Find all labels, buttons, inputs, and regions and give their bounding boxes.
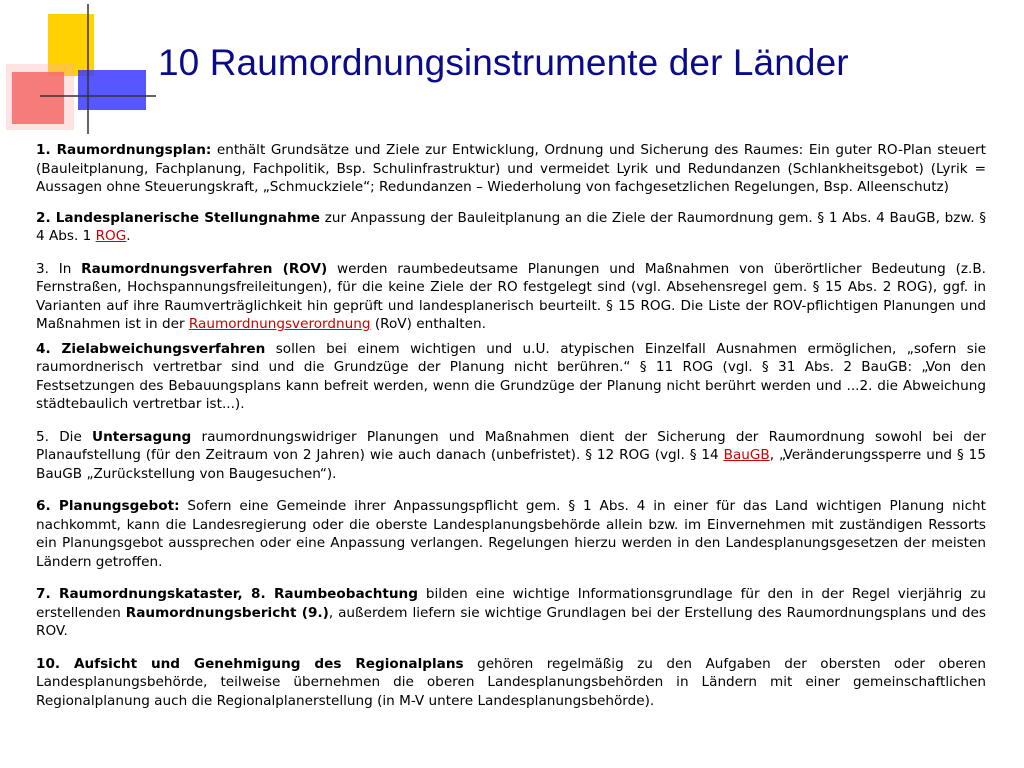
- paragraph-text: .: [126, 228, 131, 244]
- paragraph-text: (RoV) enthalten.: [370, 316, 486, 332]
- slide-body: [36, 141, 986, 710]
- bold-term: Raumordnungsverfahren (ROV): [81, 260, 328, 277]
- paragraph-2-landesplanerische-stellungnahme: [36, 209, 986, 246]
- paragraph-10-aufsicht-genehmigung: [36, 655, 986, 711]
- paragraph-6-planungsgebot: [36, 497, 986, 571]
- paragraph-1-raumordnungsplan: [36, 141, 986, 197]
- paragraph-text: raumordnungswidriger Planungen und Maßnahmen dient der Sicherung der Raumordnung sowohl bei der Planaufstellung (für den Zeitraum von 2 Jahren) wie auch danach (unbefristet). § 12 ROG (vgl. § 14: [36, 428, 986, 463]
- bold-term: 2. Landesplanerische Stellungnahme: [36, 209, 321, 226]
- bold-term: 10. Aufsicht und Genehmigung des Regionalplans: [36, 655, 464, 672]
- paragraph-text: , außerdem liefern sie wichtige Grundlagen bei der Erstellung des Raumordnungsplans und des ROV.: [36, 604, 986, 639]
- bold-term: 6. Planungsgebot:: [36, 498, 180, 514]
- bold-term: Untersagung: [92, 428, 192, 445]
- paragraph-text: 3. In: [36, 260, 82, 277]
- paragraph-text: werden raumbedeutsame Planungen und Maßnahmen von überörtlicher Bedeutung (z.B. Fernstraßen, Hochspannungsfreileitungen), für die keine Ziele der RO festgelegt sind (vgl. Absehensregel gem. § 15 Abs. 2 ROG), ggf. in Varianten auf ihre Raumverträglichkeit hin geprüft und landesplanerisch beurteilt. § 15 ROG. Die Liste der ROV-pflichtigen Planungen und Maßnahmen ist in der: [36, 260, 986, 332]
- bold-term: Raumordnungsbericht (9.): [125, 604, 329, 621]
- reference-link[interactable]: ROG: [95, 228, 127, 244]
- paragraph-text: zur Anpassung der Bauleitplanung an die Ziele der Raumordnung gem. § 1 Abs. 4 BauGB, bzw. § 4 Abs. 1: [36, 209, 987, 244]
- paragraph-3-raumordnungsverfahren: [36, 260, 986, 334]
- paragraph-text: enthält Grundsätze und Ziele zur Entwicklung, Ordnung und Sicherung des Raumes: Ein guter RO-Plan steuert (Bauleitplanung, Fachplanung, Fachpolitik, Bsp. Schulinfrastruktur) und vermeidet Lyrik und Redundanzen (Schlankheitsgebot) (Lyrik = Aussagen ohne Steuerungskraft, „Schmuckziele“; Redundanzen – Wiederholung von fachgesetzlichen Regelungen, Bsp. Alleenschutz): [36, 142, 986, 195]
- decorative-squares-logo: [0, 0, 160, 140]
- paragraph-5-untersagung: [36, 428, 986, 484]
- paragraph-4-zielabweichungsverfahren: [36, 340, 986, 414]
- page-title: 10 Raumordnungsinstrumente der Länder: [158, 42, 849, 83]
- paragraph-text: sollen bei einem wichtigen und u.U. atypischen Einzelfall Ausnahmen ermöglichen, „sofern sie raumordnerisch vertretbar sind und die Grundzüge der Planung nicht berühren.“ § 11 ROG (vgl. § 31 Abs. 2 BauGB: „Von den Festsetzungen des Bebauungsplans kann befreit werden, wenn die Grundzüge der Planung nicht berührt werden und ...2. die Abweichung städtebaulich vertretbar ist...).: [36, 340, 986, 412]
- paragraph-text: bilden eine wichtige Informationsgrundlage für den in der Regel vierjährig zu erstellenden: [36, 586, 986, 621]
- bold-term: 7. Raumordnungskataster, 8. Raumbeobachtung: [36, 586, 418, 602]
- paragraph-text: , „Veränderungssperre und § 15 BauGB „Zurückstellung von Baugesuchen“).: [36, 447, 986, 482]
- paragraph-text: gehören regelmäßig zu den Aufgaben der obersten oder oberen Landesplanungsbehörde, teilweise übernehmen die oberen Landesplanungsbehörden in Ländern mit einer gemeinschaftlichen Regionalplanung auch die Regionalplanerstellung (in M-V untere Landesplanungsbehörde).: [36, 655, 986, 709]
- paragraph-text: Sofern eine Gemeinde ihrer Anpassungspflicht gem. § 1 Abs. 4 in einer für das Land wichtigen Planung nicht nachkommt, kann die Landesregierung oder die oberste Landesplanungsbehörde allein bzw. im Einvernehmen mit zuständigen Ressorts ein Planungsgebot aussprechen oder eine Anpassung verlangen. Regelungen hierzu werden in den Landesplanungsgesetzen der meisten Ländern getroffen.: [36, 498, 986, 570]
- pink-glow: [6, 64, 74, 130]
- bold-term: 4. Zielabweichungsverfahren: [36, 340, 266, 357]
- reference-link[interactable]: Raumordnungsverordnung: [188, 316, 371, 332]
- paragraph-text: 5. Die: [36, 428, 93, 445]
- bold-term: 1. Raumordnungsplan:: [36, 142, 212, 158]
- reference-link[interactable]: BauGB: [723, 447, 770, 463]
- paragraph-7-raumordnungskataster: [36, 585, 986, 641]
